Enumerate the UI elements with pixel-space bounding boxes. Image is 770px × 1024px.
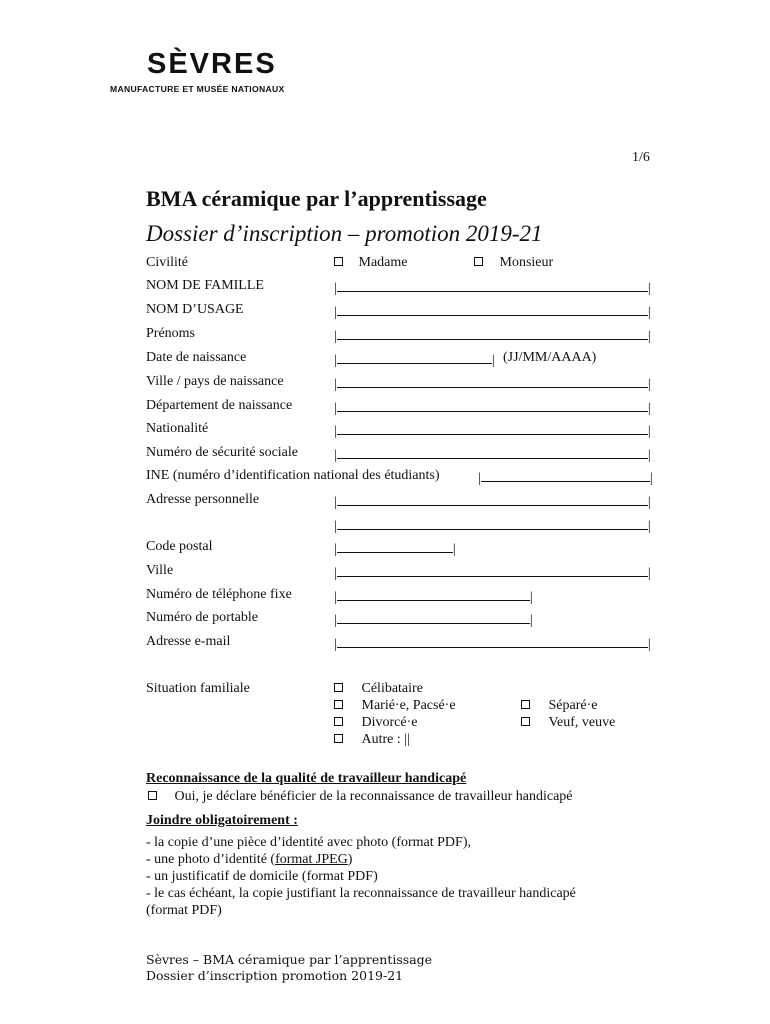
departement-label: Département de naissance <box>146 398 293 413</box>
prenoms-field[interactable]: | | <box>334 326 651 345</box>
divorce-checkbox[interactable] <box>334 717 343 726</box>
situation-marie[interactable] <box>334 698 456 714</box>
code-postal-field[interactable]: | | <box>334 539 456 558</box>
autre-field[interactable]: || <box>404 732 410 747</box>
join-item-4: - le cas échéant, la copie justifiant la reconnaissance de travailleur handicapé <box>146 886 576 901</box>
footer-line-1: Sèvres – BMA céramique par l’apprentissage <box>146 952 433 967</box>
email-field[interactable]: | | <box>334 634 651 653</box>
footer-line-2: Dossier d’inscription promotion 2019-21 <box>146 968 404 983</box>
format-jpeg-link[interactable]: format JPEG <box>275 852 348 867</box>
portable-field[interactable]: | | <box>334 610 533 629</box>
celibataire-checkbox[interactable] <box>334 683 343 692</box>
separe-checkbox[interactable] <box>521 700 530 709</box>
adresse-label: Adresse personnelle <box>146 492 260 507</box>
email-label: Adresse e-mail <box>146 634 231 649</box>
divorce-label: Divorcé·e <box>361 715 418 730</box>
portable-label: Numéro de portable <box>146 610 258 625</box>
logo-subtitle: MANUFACTURE ET MUSÉE NATIONAUX <box>110 84 285 94</box>
celibataire-label: Célibataire <box>361 681 423 696</box>
civilite-madame[interactable] <box>334 255 407 271</box>
date-naissance-field[interactable]: | | <box>334 350 495 369</box>
join-section-title: Joindre obligatoirement : <box>146 813 298 828</box>
ville-pays-label: Ville / pays de naissance <box>146 374 284 389</box>
join-item-1: - la copie d’une pièce d’identité avec photo (format PDF), <box>146 835 471 850</box>
civilite-label: Civilité <box>146 255 188 270</box>
ine-field[interactable]: | | <box>478 468 653 487</box>
nom-famille-label: NOM DE FAMILLE <box>146 278 264 293</box>
separe-label: Séparé·e <box>548 698 598 713</box>
monsieur-checkbox[interactable] <box>474 257 483 266</box>
ine-label: INE (numéro d’identification national des étudiants) <box>146 468 440 483</box>
code-postal-label: Code postal <box>146 539 213 554</box>
ville-pays-field[interactable]: | | <box>334 374 651 393</box>
secu-label: Numéro de sécurité sociale <box>146 445 298 460</box>
page-number: 1/6 <box>632 150 650 165</box>
ville-field[interactable]: | | <box>334 563 651 582</box>
civilite-monsieur[interactable] <box>474 255 553 271</box>
adresse-field-1[interactable]: | | <box>334 492 651 511</box>
departement-field[interactable]: | | <box>334 398 651 417</box>
document-title: BMA céramique par l’apprentissage <box>146 186 487 211</box>
marie-label: Marié·e, Pacsé·e <box>361 698 456 713</box>
join-item-4-cont: (format PDF) <box>146 903 222 918</box>
adresse-field-2[interactable]: | | <box>334 516 651 535</box>
secu-field[interactable]: | | <box>334 445 651 464</box>
tel-fixe-field[interactable]: | | <box>334 587 533 606</box>
document-subtitle: Dossier d’inscription – promotion 2019-21 <box>146 221 543 246</box>
ville-label: Ville <box>146 563 174 578</box>
sevres-logo: SÈVRES <box>147 48 277 80</box>
nom-famille-field[interactable]: | | <box>334 278 651 297</box>
handicap-checkbox[interactable] <box>148 791 157 800</box>
nom-usage-label: NOM D’USAGE <box>146 302 244 317</box>
handicap-option[interactable] <box>148 789 573 805</box>
madame-label: Madame <box>358 255 408 270</box>
situation-celibataire[interactable] <box>334 681 423 697</box>
veuf-label: Veuf, veuve <box>548 715 616 730</box>
situation-divorce[interactable] <box>334 715 417 731</box>
autre-checkbox[interactable] <box>334 734 343 743</box>
join-item-2: - une photo d’identité (format JPEG) <box>146 852 353 867</box>
situation-label: Situation familiale <box>146 681 250 696</box>
handicap-label: Oui, je déclare bénéficier de la reconnaissance de travailleur handicapé <box>174 789 573 804</box>
situation-autre[interactable] <box>334 732 410 748</box>
veuf-checkbox[interactable] <box>521 717 530 726</box>
prenoms-label: Prénoms <box>146 326 195 341</box>
madame-checkbox[interactable] <box>334 257 343 266</box>
situation-veuf[interactable] <box>521 715 615 731</box>
tel-fixe-label: Numéro de téléphone fixe <box>146 587 292 602</box>
nationalite-label: Nationalité <box>146 421 209 436</box>
marie-checkbox[interactable] <box>334 700 343 709</box>
autre-label: Autre : <box>361 732 401 747</box>
situation-separe[interactable] <box>521 698 597 714</box>
nationalite-field[interactable]: | | <box>334 421 651 440</box>
join-item-3: - un justificatif de domicile (format PDF) <box>146 869 378 884</box>
date-naissance-label: Date de naissance <box>146 350 247 365</box>
handicap-section-title: Reconnaissance de la qualité de travailleur handicapé <box>146 771 467 786</box>
monsieur-label: Monsieur <box>499 255 554 270</box>
nom-usage-field[interactable]: | | <box>334 302 651 321</box>
date-format-hint: (JJ/MM/AAAA) <box>503 350 597 365</box>
